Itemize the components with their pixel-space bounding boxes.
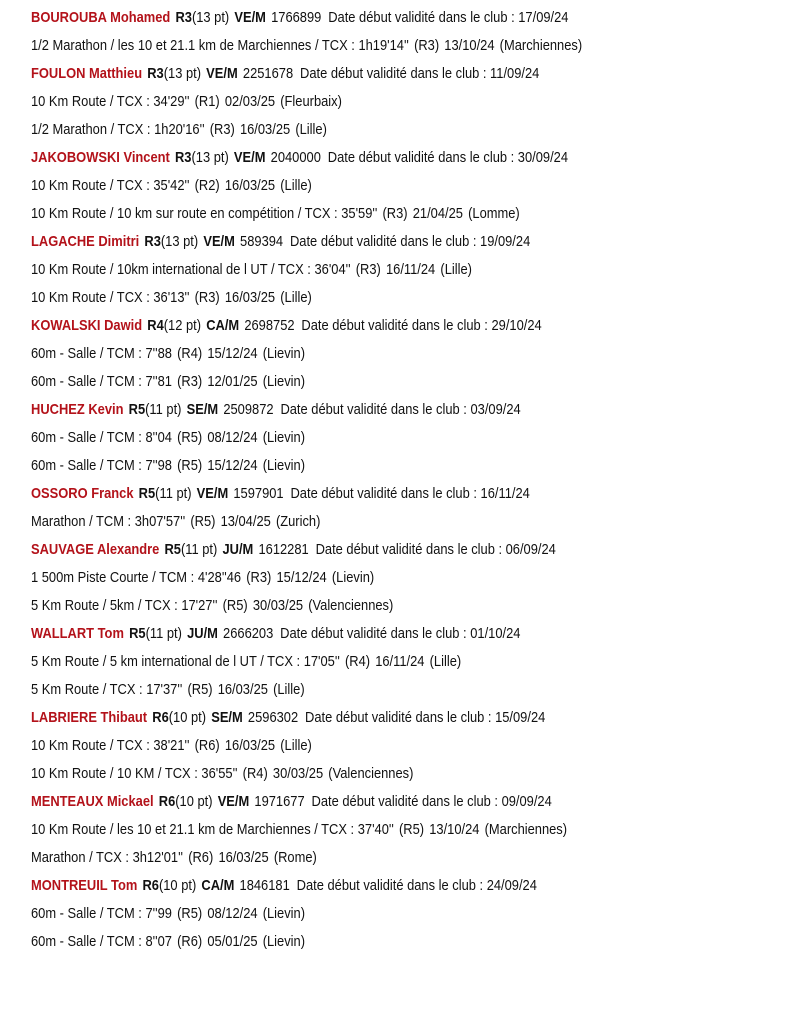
athlete-header	[31, 231, 685, 253]
performance-time: 36'13''	[153, 289, 190, 306]
athlete-entry	[31, 399, 791, 477]
performance-date: 15/12/24	[207, 345, 258, 362]
athlete-entry	[31, 63, 791, 141]
performance-separator: :	[134, 457, 146, 474]
athlete-entry	[31, 791, 791, 869]
athlete-age-category: VE/M	[234, 9, 266, 26]
performance-level: (R3)	[355, 261, 381, 278]
athlete-category: R3	[175, 9, 192, 26]
performance-time: 1h19'14''	[358, 37, 409, 54]
performance-list	[31, 343, 791, 393]
athlete-header	[31, 399, 685, 421]
validity-date: 16/11/24	[480, 485, 530, 502]
performance-level: (R5)	[222, 597, 248, 614]
performance-separator: :	[135, 681, 147, 698]
performance-time: 7''81	[145, 373, 172, 390]
performance-row	[31, 819, 685, 841]
performance-place: (Lievin)	[262, 345, 306, 362]
performance-separator: :	[292, 653, 304, 670]
athlete-header	[31, 791, 685, 813]
performance-row	[31, 455, 685, 477]
validity-label: Date début validité dans le club :	[311, 793, 498, 810]
performance-row	[31, 119, 685, 141]
performance-row	[31, 567, 685, 589]
performance-separator: :	[187, 569, 198, 586]
performance-row	[31, 903, 685, 925]
performance-separator: :	[121, 849, 133, 866]
performance-list	[31, 819, 791, 869]
performance-event: 60m - Salle / TCM	[31, 933, 135, 950]
athlete-entry	[31, 483, 791, 533]
athlete-header	[31, 539, 685, 561]
performance-time: 17'27''	[181, 597, 218, 614]
athlete-license: 1766899	[271, 9, 322, 26]
athlete-header	[31, 315, 685, 337]
athlete-name: KOWALSKI Dawid	[31, 317, 143, 334]
performance-place: (Marchiennes)	[484, 821, 568, 838]
athlete-category: R6	[152, 709, 169, 726]
performance-list	[31, 903, 791, 953]
athlete-age-category: VE/M	[206, 65, 238, 82]
athlete-points: (12 pt)	[163, 317, 202, 334]
performance-time: 17'05''	[303, 653, 340, 670]
validity-date: 03/09/24	[470, 401, 521, 418]
athlete-category: R3	[147, 65, 164, 82]
athlete-points: (13 pt)	[191, 149, 229, 166]
performance-level: (R5)	[177, 457, 203, 474]
performance-date: 16/03/25	[224, 737, 276, 754]
performance-time: 36'04''	[314, 261, 351, 278]
performance-row	[31, 175, 685, 197]
performance-place: (Lomme)	[468, 205, 520, 222]
performance-row	[31, 931, 685, 953]
athlete-category: R4	[147, 317, 164, 334]
performance-event: 10 Km Route / TCX	[31, 177, 143, 194]
performance-list	[31, 259, 791, 309]
athlete-license: 1612281	[258, 541, 309, 558]
performance-date: 30/03/25	[252, 597, 304, 614]
performance-separator: :	[142, 177, 154, 194]
validity-date: 30/09/24	[517, 149, 569, 166]
performance-date: 16/03/25	[217, 681, 268, 698]
performance-row	[31, 595, 685, 617]
performance-level: (R3)	[194, 289, 220, 306]
performance-list	[31, 567, 791, 617]
performance-place: (Lille)	[295, 121, 327, 138]
performance-date: 12/01/25	[207, 373, 258, 390]
performance-separator: :	[142, 737, 154, 754]
performance-row	[31, 651, 685, 673]
athlete-name: LABRIERE Thibaut	[31, 709, 148, 726]
performance-level: (R5)	[177, 429, 203, 446]
athlete-points: (11 pt)	[145, 625, 182, 642]
validity-label: Date début validité dans le club :	[315, 541, 503, 558]
performance-row	[31, 259, 685, 281]
validity-date: 29/10/24	[491, 317, 542, 334]
athlete-age-category: CA/M	[206, 317, 240, 334]
performance-separator: :	[134, 345, 146, 362]
performance-date: 08/12/24	[207, 429, 258, 446]
validity-label: Date début validité dans le club :	[290, 485, 477, 502]
performance-date: 13/04/25	[220, 513, 271, 530]
validity-label: Date début validité dans le club :	[296, 877, 484, 894]
performance-date: 05/01/25	[207, 933, 258, 950]
performance-date: 16/11/24	[385, 261, 436, 278]
performance-date: 16/11/24	[375, 653, 425, 670]
performance-level: (R4)	[177, 345, 203, 362]
performance-row	[31, 735, 685, 757]
performance-level: (R6)	[188, 849, 214, 866]
performance-time: 35'59''	[341, 205, 378, 222]
athlete-header	[31, 147, 685, 169]
performance-row	[31, 287, 685, 309]
performance-event: 60m - Salle / TCM	[31, 429, 135, 446]
athlete-entry	[31, 707, 791, 785]
athlete-license: 2509872	[223, 401, 274, 418]
performance-time: 1h20'16''	[154, 121, 205, 138]
performance-list	[31, 511, 791, 533]
performance-level: (R3)	[209, 121, 235, 138]
athlete-category: R3	[144, 233, 161, 250]
athlete-points: (11 pt)	[155, 485, 192, 502]
performance-event: 1 500m Piste Courte / TCM	[31, 569, 188, 586]
performance-separator: :	[347, 37, 359, 54]
performance-list	[31, 35, 791, 57]
athlete-name: WALLART Tom	[31, 625, 124, 642]
athlete-points: (11 pt)	[180, 541, 218, 558]
athlete-age-category: VE/M	[196, 485, 229, 502]
performance-list	[31, 175, 791, 225]
performance-level: (R5)	[190, 513, 216, 530]
performance-list	[31, 427, 791, 477]
performance-place: (Lille)	[429, 653, 462, 670]
bottom-fade	[0, 964, 793, 1024]
athlete-header	[31, 63, 685, 85]
athlete-category: R6	[158, 793, 176, 810]
validity-label: Date début validité dans le club :	[305, 709, 492, 726]
performance-event: 5 Km Route / 5km / TCX	[31, 597, 171, 614]
performance-time: 7''88	[145, 345, 172, 362]
performance-place: (Lille)	[440, 261, 472, 278]
performance-event: 60m - Salle / TCM	[31, 905, 135, 922]
performance-separator: :	[134, 933, 146, 950]
athlete-category: R3	[174, 149, 192, 166]
athlete-name: BOUROUBA Mohamed	[31, 9, 171, 26]
validity-date: 09/09/24	[501, 793, 552, 810]
performance-separator: :	[123, 513, 135, 530]
athlete-entry	[31, 231, 791, 309]
athlete-entry	[31, 315, 791, 393]
athlete-name: SAUVAGE Alexandre	[31, 541, 160, 558]
athlete-category: R5	[128, 401, 146, 418]
performance-row	[31, 91, 685, 113]
athlete-license: 2596302	[247, 709, 299, 726]
validity-label: Date début validité dans le club :	[289, 233, 477, 250]
performance-row	[31, 511, 685, 533]
performance-event: 60m - Salle / TCM	[31, 457, 135, 474]
performance-event: 10 Km Route / les 10 et 21.1 km de Marchiennes / TCX	[31, 821, 347, 838]
athlete-category: R5	[164, 541, 181, 558]
performance-event: 1/2 Marathon / les 10 et 21.1 km de Marchiennes / TCX	[31, 37, 348, 54]
performance-separator: :	[303, 261, 315, 278]
athlete-license: 1971677	[254, 793, 305, 810]
validity-label: Date début validité dans le club :	[300, 65, 487, 82]
performance-place: (Valenciennes)	[308, 597, 394, 614]
performance-level: (R3)	[246, 569, 272, 586]
performance-level: (R4)	[242, 765, 268, 782]
athlete-license: 589394	[240, 233, 284, 250]
performance-place: (Lievin)	[262, 373, 306, 390]
performance-row	[31, 35, 685, 57]
performance-event: 1/2 Marathon / TCX	[31, 121, 144, 138]
performance-place: (Lille)	[280, 737, 312, 754]
validity-date: 01/10/24	[470, 625, 521, 642]
performance-separator: :	[134, 429, 146, 446]
athlete-header	[31, 483, 685, 505]
athlete-name: MENTEAUX Mickael	[31, 793, 154, 810]
athlete-header	[31, 7, 685, 29]
performance-place: (Lievin)	[262, 457, 306, 474]
performance-place: (Lille)	[280, 289, 312, 306]
athlete-name: MONTREUIL Tom	[31, 877, 138, 894]
validity-date: 06/09/24	[505, 541, 556, 558]
validity-date: 17/09/24	[518, 9, 569, 26]
performance-event: 60m - Salle / TCM	[31, 345, 135, 362]
athlete-category: R5	[138, 485, 156, 502]
performance-level: (R3)	[382, 205, 408, 222]
performance-separator: :	[346, 821, 358, 838]
athlete-license: 1846181	[239, 877, 290, 894]
performance-time: 7''98	[145, 457, 172, 474]
validity-label: Date début validité dans le club :	[280, 625, 467, 642]
performance-date: 15/12/24	[207, 457, 258, 474]
performance-place: (Valenciennes)	[328, 765, 414, 782]
athlete-age-category: JU/M	[187, 625, 218, 642]
validity-date: 11/09/24	[490, 65, 540, 82]
performance-separator: :	[330, 205, 342, 222]
performance-date: 15/12/24	[276, 569, 327, 586]
athlete-name: HUCHEZ Kevin	[31, 401, 124, 418]
athlete-points: (10 pt)	[168, 709, 207, 726]
performance-date: 13/10/24	[444, 37, 495, 54]
performance-time: 3h07'57''	[134, 513, 186, 530]
performance-event: 10 Km Route / TCX	[31, 737, 143, 754]
performance-event: Marathon / TCM	[31, 513, 124, 530]
performance-row	[31, 847, 685, 869]
performance-separator: :	[170, 597, 182, 614]
validity-label: Date début validité dans le club :	[328, 9, 515, 26]
performance-time: 38'21''	[153, 737, 190, 754]
performance-level: (R5)	[187, 681, 213, 698]
athlete-name: JAKOBOWSKI Vincent	[31, 149, 170, 166]
performance-event: 5 Km Route / TCX	[31, 681, 136, 698]
athlete-header	[31, 875, 685, 897]
athlete-entry	[31, 7, 791, 57]
performance-date: 16/03/25	[224, 289, 276, 306]
performance-place: (Zurich)	[275, 513, 321, 530]
ranking-list	[31, 7, 791, 953]
athlete-points: (10 pt)	[158, 877, 197, 894]
athlete-license: 2666203	[223, 625, 274, 642]
athlete-entry	[31, 147, 791, 225]
performance-time: 8''04	[145, 429, 172, 446]
performance-time: 34'29''	[153, 93, 190, 110]
performance-date: 16/03/25	[218, 849, 269, 866]
performance-place: (Lievin)	[262, 429, 306, 446]
performance-date: 16/03/25	[239, 121, 291, 138]
athlete-entry	[31, 623, 791, 701]
performance-event: 5 Km Route / 5 km international de l UT / TCX	[31, 653, 293, 670]
performance-list	[31, 91, 791, 141]
athlete-age-category: CA/M	[201, 877, 235, 894]
performance-time: 8''07	[145, 933, 172, 950]
performance-row	[31, 343, 685, 365]
athlete-license: 2251678	[242, 65, 294, 82]
performance-time: 37'40''	[357, 821, 394, 838]
performance-event: 10 Km Route / 10km international de l UT / TCX	[31, 261, 304, 278]
performance-place: (Rome)	[273, 849, 317, 866]
validity-label: Date début validité dans le club :	[301, 317, 488, 334]
performance-separator: :	[134, 905, 146, 922]
performance-separator: :	[134, 373, 146, 390]
performance-place: (Marchiennes)	[499, 37, 583, 54]
performance-place: (Lievin)	[262, 933, 306, 950]
athlete-age-category: VE/M	[233, 149, 266, 166]
performance-event: 10 Km Route / 10 km sur route en compétition / TCX	[31, 205, 331, 222]
performance-level: (R3)	[177, 373, 203, 390]
athlete-name: LAGACHE Dimitri	[31, 233, 140, 250]
athlete-license: 2040000	[270, 149, 321, 166]
performance-place: (Fleurbaix)	[280, 93, 342, 110]
performance-event: 60m - Salle / TCM	[31, 373, 135, 390]
athlete-age-category: VE/M	[217, 793, 250, 810]
validity-date: 24/09/24	[486, 877, 537, 894]
performance-list	[31, 651, 791, 701]
performance-time: 35'42''	[153, 177, 190, 194]
athlete-name: OSSORO Franck	[31, 485, 134, 502]
performance-level: (R2)	[194, 177, 220, 194]
performance-date: 08/12/24	[207, 905, 258, 922]
athlete-points: (13 pt)	[163, 65, 202, 82]
performance-date: 02/03/25	[224, 93, 276, 110]
athlete-license: 2698752	[244, 317, 295, 334]
performance-separator: :	[143, 121, 155, 138]
performance-separator: :	[142, 289, 154, 306]
performance-date: 16/03/25	[224, 177, 276, 194]
athlete-category: R6	[142, 877, 159, 894]
athlete-age-category: SE/M	[186, 401, 219, 418]
performance-date: 21/04/25	[412, 205, 463, 222]
validity-label: Date début validité dans le club :	[327, 149, 515, 166]
performance-row	[31, 679, 685, 701]
performance-event: 10 Km Route / TCX	[31, 93, 143, 110]
performance-level: (R6)	[177, 933, 203, 950]
athlete-license: 1597901	[233, 485, 284, 502]
performance-time: 4'28''46	[197, 569, 242, 586]
athlete-points: (10 pt)	[175, 793, 213, 810]
performance-place: (Lievin)	[262, 905, 306, 922]
performance-list	[31, 735, 791, 785]
performance-row	[31, 427, 685, 449]
athlete-entry	[31, 539, 791, 617]
performance-date: 13/10/24	[429, 821, 480, 838]
performance-separator: :	[190, 765, 202, 782]
athlete-age-category: VE/M	[203, 233, 235, 250]
performance-place: (Lille)	[273, 681, 305, 698]
performance-time: 3h12'01''	[132, 849, 184, 866]
performance-level: (R5)	[398, 821, 425, 838]
athlete-name: FOULON Matthieu	[31, 65, 143, 82]
performance-place: (Lievin)	[331, 569, 375, 586]
athlete-points: (13 pt)	[191, 9, 230, 26]
performance-level: (R5)	[177, 905, 203, 922]
performance-level: (R1)	[194, 93, 220, 110]
performance-date: 30/03/25	[272, 765, 324, 782]
performance-time: 7''99	[145, 905, 172, 922]
validity-date: 19/09/24	[480, 233, 531, 250]
athlete-age-category: SE/M	[211, 709, 243, 726]
performance-event: Marathon / TCX	[31, 849, 122, 866]
performance-event: 10 Km Route / 10 KM / TCX	[31, 765, 191, 782]
athlete-entry	[31, 875, 791, 953]
performance-level: (R6)	[194, 737, 220, 754]
athlete-header	[31, 623, 685, 645]
athlete-points: (11 pt)	[145, 401, 182, 418]
validity-date: 15/09/24	[495, 709, 546, 726]
performance-row	[31, 203, 685, 225]
performance-separator: :	[142, 93, 154, 110]
athlete-category: R5	[129, 625, 146, 642]
performance-event: 10 Km Route / TCX	[31, 289, 143, 306]
performance-time: 36'55''	[201, 765, 238, 782]
performance-time: 17'37''	[146, 681, 183, 698]
performance-level: (R3)	[414, 37, 440, 54]
performance-row	[31, 763, 685, 785]
athlete-header	[31, 707, 685, 729]
performance-place: (Lille)	[280, 177, 312, 194]
athlete-age-category: JU/M	[222, 541, 254, 558]
performance-level: (R4)	[344, 653, 371, 670]
athlete-points: (13 pt)	[160, 233, 199, 250]
performance-row	[31, 371, 685, 393]
validity-label: Date début validité dans le club :	[280, 401, 467, 418]
